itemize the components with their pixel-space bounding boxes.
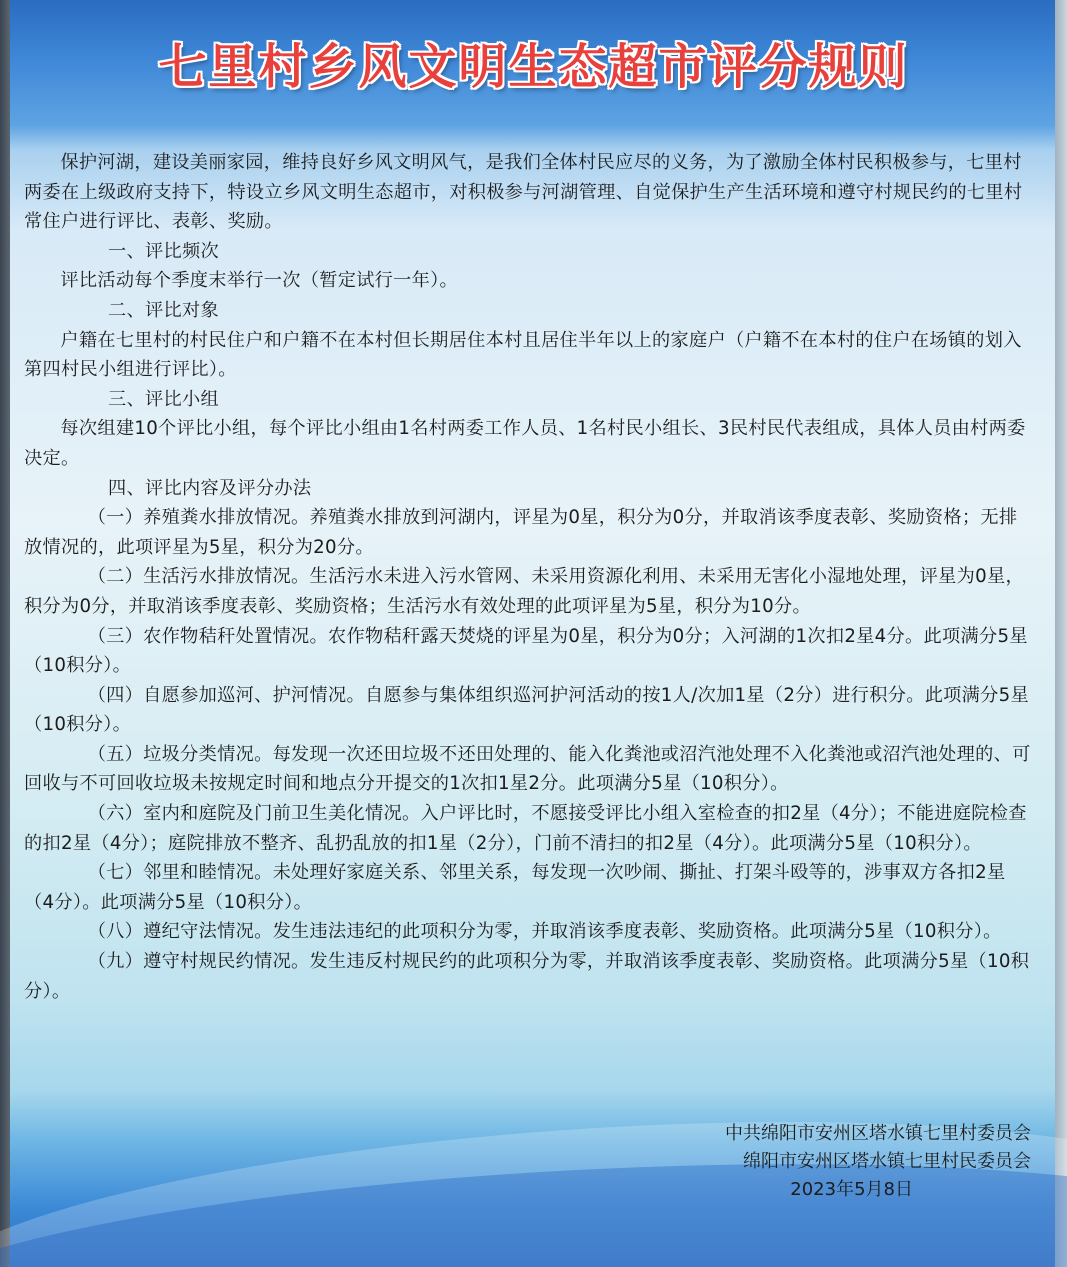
section-text: 户籍在七里村的村民住户和户籍不在本村但长期居住本村且居住半年以上的家庭户（户籍不在本村的住户在场镇的划入第四村民小组进行评比）。: [24, 329, 1022, 381]
section-text: 评比活动每个季度末举行一次（暂定试行一年）。: [60, 270, 459, 292]
board-left-edge: [0, 0, 10, 1267]
rule-item: （五）垃圾分类情况。每发现一次还田垃圾不还田处理的、能入化粪池或沼汽池处理不入化粪池或沼汽池处理的、可回收与不可回收垃圾未按规定时间和地点分开提交的1次扣1星2分。此项满分5星（10积分）。: [24, 743, 1031, 795]
rules-body: [24, 148, 1034, 1006]
section-heading: 三、评比小组: [108, 388, 219, 410]
signature-block: [725, 1120, 1031, 1204]
rule-item: （二）生活污水排放情况。生活污水未进入污水管网、未采用资源化利用、未采用无害化小湿地处理，评星为0星，积分为0分，并取消该季度表彰、奖励资格；生活污水有效处理的此项评星为5星，积分为10分。: [24, 566, 1024, 617]
section-text: 每次组建10个评比小组，每个评比小组由1名村两委工作人员、1名村民小组长、3民村民代表组成，具体人员由村两委决定。: [24, 418, 1026, 469]
rule-item: （四）自愿参加巡河、护河情况。自愿参与集体组织巡河护河活动的按1人/次加1星（2分）进行积分。此项满分5星（10积分）。: [24, 684, 1030, 736]
signature-org-party: 中共绵阳市安州区塔水镇七里村委员会: [725, 1123, 1031, 1144]
rule-item: （六）室内和庭院及门前卫生美化情况。入户评比时，不愿接受评比小组入室检查的扣2星（4分）；不能进庭院检查的扣2星（4分）；庭院排放不整齐、乱扔乱放的扣1星（2分），门前不清扫的扣2星（4分）。此项满分5星（10积分）。: [24, 803, 1027, 854]
rule-item: （一）养殖粪水排放情况。养殖粪水排放到河湖内，评星为0星，积分为0分，并取消该季度表彰、奖励资格；无排放情况的，此项评星为5星，积分为20分。: [24, 507, 1018, 558]
signature-date: 2023年5月8日: [790, 1179, 913, 1200]
signature-org-villagers: 绵阳市安州区塔水镇七里村民委员会: [743, 1151, 1031, 1172]
rule-item: （八）遵纪守法情况。发生违法违纪的此项积分为零，并取消该季度表彰、奖励资格。此项满分5星（10积分）。: [87, 921, 1002, 943]
intro-paragraph: 保护河湖，建设美丽家园，维持良好乡风文明风气，是我们全体村民应尽的义务，为了激励全体村民积极参与，七里村两委在上级政府支持下，特设立乡风文明生态超市，对积极参与河湖管理、自觉保护生产生活环境和遵守村规民约的七里村常住户进行评比、表彰、奖励。: [24, 152, 1023, 233]
section-heading: 一、评比频次: [108, 240, 219, 262]
rule-item: （三）农作物秸秆处置情况。农作物秸秆露天焚烧的评星为0星，积分为0分；入河湖的1次扣2星4分。此项满分5星（10积分）。: [24, 625, 1028, 677]
section-heading: 四、评比内容及评分办法: [108, 477, 312, 499]
board-right-edge: [1055, 0, 1067, 1267]
rule-item: （九）遵守村规民约情况。发生违反村规民约的此项积分为零，并取消该季度表彰、奖励资格。此项满分5星（10积分）。: [24, 951, 1030, 1002]
rule-item: （七）邻里和睦情况。未处理好家庭关系、邻里关系，每发现一次吵闹、撕扯、打架斗殴等的，涉事双方各扣2星（4分）。此项满分5星（10积分）。: [24, 862, 1006, 913]
section-heading: 二、评比对象: [108, 299, 219, 321]
page-title: 七里村乡风文明生态超市评分规则: [158, 39, 909, 95]
